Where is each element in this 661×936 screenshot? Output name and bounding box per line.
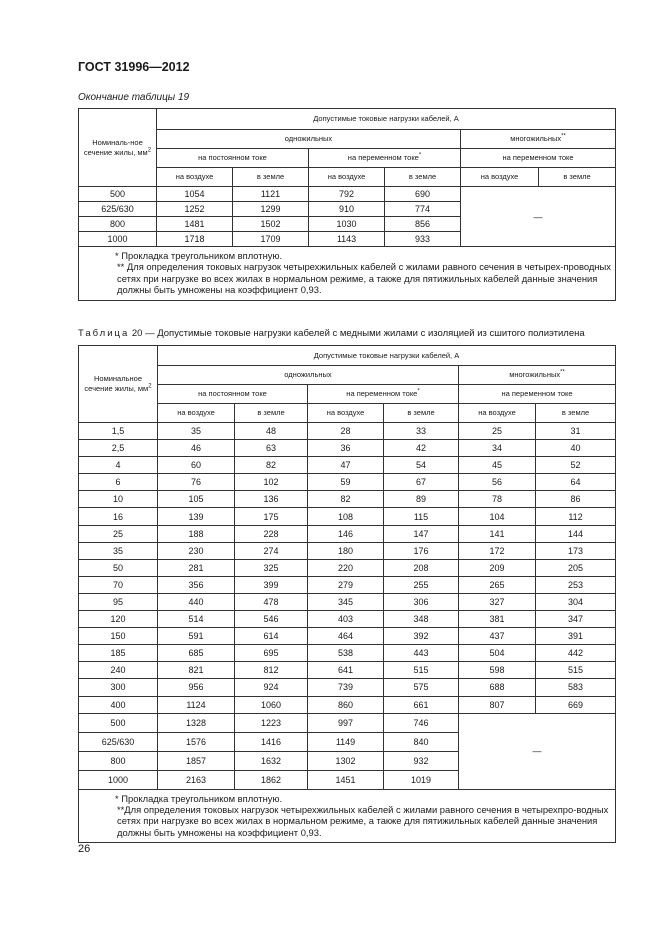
value-cell: 514: [158, 611, 235, 628]
value-cell: 40: [536, 440, 616, 457]
value-cell: 47: [308, 457, 384, 474]
value-cell: 1451: [308, 770, 384, 789]
value-cell: 1328: [158, 713, 235, 732]
cross-section-cell: 16: [79, 508, 158, 525]
value-cell: 136: [235, 491, 308, 508]
stub-text: Номиналь-ное сечение жилы, мм: [83, 137, 148, 157]
value-cell: 279: [308, 576, 384, 593]
table-row: [79, 559, 616, 576]
cross-section-cell: 800: [79, 751, 158, 770]
value-cell: 48: [235, 423, 308, 440]
cross-section-cell: 35: [79, 542, 158, 559]
single-core-header: одножильных: [157, 130, 461, 149]
cross-section-cell: 120: [79, 611, 158, 628]
value-cell: 205: [536, 559, 616, 576]
cross-section-cell: 95: [79, 593, 158, 610]
dash-cell: —: [461, 187, 616, 247]
value-cell: 1576: [158, 732, 235, 751]
value-cell: 35: [158, 423, 235, 440]
cross-section-cell: 6: [79, 474, 158, 491]
value-cell: 208: [384, 559, 459, 576]
note-1: * Прокладка треугольником вплотную.: [115, 250, 283, 261]
cross-section-cell: 300: [79, 679, 158, 696]
value-cell: 437: [459, 628, 536, 645]
value-cell: 546: [235, 611, 308, 628]
stub-text: Номинальное сечение жилы, мм: [84, 374, 149, 393]
value-cell: 1857: [158, 751, 235, 770]
value-cell: 661: [384, 696, 459, 713]
air-header: на воздухе: [158, 404, 235, 423]
multi-text: многожильных: [510, 134, 562, 143]
value-cell: 392: [384, 628, 459, 645]
value-cell: 25: [459, 423, 536, 440]
ground-header: в земле: [384, 404, 459, 423]
ground-header: в земле: [233, 168, 309, 187]
value-cell: 399: [235, 576, 308, 593]
value-cell: 327: [459, 593, 536, 610]
table-row: [79, 508, 616, 525]
table-row: [79, 645, 616, 662]
value-cell: 147: [384, 525, 459, 542]
value-cell: 59: [308, 474, 384, 491]
document-header: ГОСТ 31996—2012: [78, 60, 190, 74]
cross-section-cell: 240: [79, 662, 158, 679]
table-row: [79, 662, 616, 679]
ac-sup: *: [418, 152, 422, 159]
value-cell: 598: [459, 662, 536, 679]
value-cell: 1054: [157, 187, 233, 202]
ac-text: на переменном токе: [346, 389, 418, 398]
ground-header: в земле: [536, 404, 616, 423]
ground-header: в земле: [235, 404, 308, 423]
table-row: [79, 187, 616, 202]
value-cell: 504: [459, 645, 536, 662]
value-cell: 325: [235, 559, 308, 576]
stub-header: [79, 346, 158, 423]
value-cell: 139: [158, 508, 235, 525]
value-cell: 173: [536, 542, 616, 559]
cross-section-cell: 4: [79, 457, 158, 474]
value-cell: 860: [308, 696, 384, 713]
stub-sup: 2: [147, 147, 152, 153]
value-cell: 812: [235, 662, 308, 679]
value-cell: 356: [158, 576, 235, 593]
value-cell: 104: [459, 508, 536, 525]
note-2: ** Для определения токовых нагрузок четырехжильных кабелей с жилами равного сечения в четырех-проводных сетях при нагрузке во всех жилах в нормальном режиме, а также для пятижильных кабелей данные значения должны быть умножены на коэффициент 0,93.: [117, 261, 611, 296]
multi-sup: **: [560, 369, 565, 376]
cross-section-cell: 400: [79, 696, 158, 713]
value-cell: 746: [384, 713, 459, 732]
value-cell: 274: [235, 542, 308, 559]
air-header: на воздухе: [461, 168, 539, 187]
table-row: [79, 423, 616, 440]
value-cell: 63: [235, 440, 308, 457]
value-cell: 67: [384, 474, 459, 491]
value-cell: 695: [235, 645, 308, 662]
value-cell: 60: [158, 457, 235, 474]
value-cell: 78: [459, 491, 536, 508]
single-core-header: одножильных: [158, 366, 459, 385]
value-cell: 175: [235, 508, 308, 525]
value-cell: 304: [536, 593, 616, 610]
value-cell: 1718: [157, 232, 233, 247]
value-cell: 105: [158, 491, 235, 508]
value-cell: 253: [536, 576, 616, 593]
value-cell: 538: [308, 645, 384, 662]
value-cell: 56: [459, 474, 536, 491]
air-header: на воздухе: [308, 404, 384, 423]
note-1: * Прокладка треугольником вплотную.: [115, 792, 283, 804]
value-cell: 1302: [308, 751, 384, 770]
value-cell: 1019: [384, 770, 459, 789]
value-cell: 141: [459, 525, 536, 542]
value-cell: 82: [235, 457, 308, 474]
value-cell: 347: [536, 611, 616, 628]
value-cell: 188: [158, 525, 235, 542]
table-row: [79, 576, 616, 593]
value-cell: 306: [384, 593, 459, 610]
cross-section-cell: 800: [79, 217, 157, 232]
table-row: [79, 628, 616, 645]
value-cell: 932: [384, 751, 459, 770]
table-row: [79, 525, 616, 542]
dc-header: на постоянном токе: [158, 385, 308, 404]
value-cell: 478: [235, 593, 308, 610]
value-cell: 443: [384, 645, 459, 662]
value-cell: 54: [384, 457, 459, 474]
value-cell: 34: [459, 440, 536, 457]
ground-header: в земле: [539, 168, 616, 187]
value-cell: 1481: [157, 217, 233, 232]
value-cell: 115: [384, 508, 459, 525]
page-number: 26: [78, 843, 91, 855]
stub-sup: 2: [148, 383, 152, 390]
value-cell: 45: [459, 457, 536, 474]
value-cell: 36: [308, 440, 384, 457]
value-cell: 997: [308, 713, 384, 732]
value-cell: 42: [384, 440, 459, 457]
table20-caption: [78, 328, 585, 339]
dash-cell: —: [459, 713, 616, 789]
value-cell: 209: [459, 559, 536, 576]
value-cell: 924: [235, 679, 308, 696]
cross-section-cell: 10: [79, 491, 158, 508]
value-cell: 774: [385, 202, 461, 217]
cross-section-cell: 1,5: [79, 423, 158, 440]
value-cell: 403: [308, 611, 384, 628]
value-cell: 1709: [233, 232, 309, 247]
value-cell: 685: [158, 645, 235, 662]
cross-section-cell: 25: [79, 525, 158, 542]
table20-notes: [79, 789, 616, 843]
note-2: **Для определения токовых нагрузок четырехжильных кабелей с жилами равного сечения в четырехпро-водных сетях при нагрузке во всех жилах в нормальном режиме, а также для пятижильных кабелей данные значения должны быть умножены на коэффициент 0,93.: [117, 804, 609, 838]
value-cell: 440: [158, 593, 235, 610]
value-cell: 792: [309, 187, 385, 202]
value-cell: 614: [235, 628, 308, 645]
value-cell: 583: [536, 679, 616, 696]
value-cell: 33: [384, 423, 459, 440]
value-cell: 1223: [235, 713, 308, 732]
value-cell: 89: [384, 491, 459, 508]
value-cell: 176: [384, 542, 459, 559]
value-cell: 688: [459, 679, 536, 696]
table-row: [79, 457, 616, 474]
value-cell: 28: [308, 423, 384, 440]
table19-caption: Окончание таблицы 19: [78, 92, 190, 103]
value-cell: 464: [308, 628, 384, 645]
table-19: [78, 108, 616, 301]
caption-text: 20 — Допустимые токовые нагрузки кабелей с медными жилами с изоляцией из сшитого полиэтилена: [131, 328, 585, 339]
ground-header: в земле: [385, 168, 461, 187]
ac-multi-header: на переменном токе: [461, 149, 616, 168]
cross-section-cell: 625/630: [79, 202, 157, 217]
value-cell: 76: [158, 474, 235, 491]
value-cell: 840: [384, 732, 459, 751]
air-header: на воздухе: [459, 404, 536, 423]
multi-sup: **: [561, 133, 566, 140]
value-cell: 515: [536, 662, 616, 679]
value-cell: 933: [385, 232, 461, 247]
value-cell: 86: [536, 491, 616, 508]
value-cell: 1862: [235, 770, 308, 789]
cross-section-cell: 625/630: [79, 732, 158, 751]
value-cell: 442: [536, 645, 616, 662]
air-header: на воздухе: [309, 168, 385, 187]
table-row: [79, 696, 616, 713]
table-row: [79, 440, 616, 457]
cross-section-cell: 1000: [79, 770, 158, 789]
value-cell: 1252: [157, 202, 233, 217]
multi-core-header: [461, 130, 616, 149]
table-row: [79, 491, 616, 508]
caption-label: Таблица: [78, 328, 130, 339]
value-cell: 1149: [308, 732, 384, 751]
group-header: Допустимые токовые нагрузки кабелей, А: [158, 346, 616, 366]
value-cell: 108: [308, 508, 384, 525]
value-cell: 102: [235, 474, 308, 491]
cross-section-cell: 500: [79, 187, 157, 202]
value-cell: 591: [158, 628, 235, 645]
ac-multi-header: на переменном токе: [459, 385, 616, 404]
value-cell: 64: [536, 474, 616, 491]
ac-text: на переменном токе: [347, 153, 419, 162]
ac-header: [309, 149, 461, 168]
table-row: [79, 474, 616, 491]
value-cell: 669: [536, 696, 616, 713]
value-cell: 230: [158, 542, 235, 559]
value-cell: 112: [536, 508, 616, 525]
value-cell: 255: [384, 576, 459, 593]
dc-header: на постоянном токе: [157, 149, 309, 168]
multi-core-header: [459, 366, 616, 385]
value-cell: 228: [235, 525, 308, 542]
value-cell: 146: [308, 525, 384, 542]
value-cell: 2163: [158, 770, 235, 789]
value-cell: 220: [308, 559, 384, 576]
value-cell: 265: [459, 576, 536, 593]
value-cell: 1030: [309, 217, 385, 232]
ac-header: [308, 385, 459, 404]
table19-notes: [79, 247, 616, 301]
table-row: [79, 542, 616, 559]
table-row: [79, 679, 616, 696]
value-cell: 1121: [233, 187, 309, 202]
value-cell: 1632: [235, 751, 308, 770]
table-20: [78, 345, 616, 843]
cross-section-cell: 500: [79, 713, 158, 732]
value-cell: 46: [158, 440, 235, 457]
value-cell: 381: [459, 611, 536, 628]
value-cell: 739: [308, 679, 384, 696]
ac-sup: *: [417, 388, 420, 395]
value-cell: 807: [459, 696, 536, 713]
value-cell: 575: [384, 679, 459, 696]
value-cell: 1124: [158, 696, 235, 713]
value-cell: 690: [385, 187, 461, 202]
value-cell: 82: [308, 491, 384, 508]
value-cell: 856: [385, 217, 461, 232]
multi-text: многожильных: [509, 370, 561, 379]
value-cell: 144: [536, 525, 616, 542]
table-row: [79, 593, 616, 610]
value-cell: 515: [384, 662, 459, 679]
table-row: [79, 713, 616, 732]
value-cell: 641: [308, 662, 384, 679]
group-header: Допустимые токовые нагрузки кабелей, А: [157, 109, 616, 130]
value-cell: 180: [308, 542, 384, 559]
air-header: на воздухе: [157, 168, 233, 187]
value-cell: 348: [384, 611, 459, 628]
value-cell: 1416: [235, 732, 308, 751]
value-cell: 821: [158, 662, 235, 679]
value-cell: 956: [158, 679, 235, 696]
value-cell: 1502: [233, 217, 309, 232]
value-cell: 52: [536, 457, 616, 474]
cross-section-cell: 70: [79, 576, 158, 593]
value-cell: 172: [459, 542, 536, 559]
value-cell: 910: [309, 202, 385, 217]
value-cell: 1143: [309, 232, 385, 247]
cross-section-cell: 2,5: [79, 440, 158, 457]
value-cell: 391: [536, 628, 616, 645]
table-row: [79, 611, 616, 628]
value-cell: 345: [308, 593, 384, 610]
value-cell: 1060: [235, 696, 308, 713]
value-cell: 31: [536, 423, 616, 440]
stub-header: [79, 109, 157, 187]
cross-section-cell: 50: [79, 559, 158, 576]
value-cell: 1299: [233, 202, 309, 217]
cross-section-cell: 185: [79, 645, 158, 662]
cross-section-cell: 1000: [79, 232, 157, 247]
cross-section-cell: 150: [79, 628, 158, 645]
value-cell: 281: [158, 559, 235, 576]
